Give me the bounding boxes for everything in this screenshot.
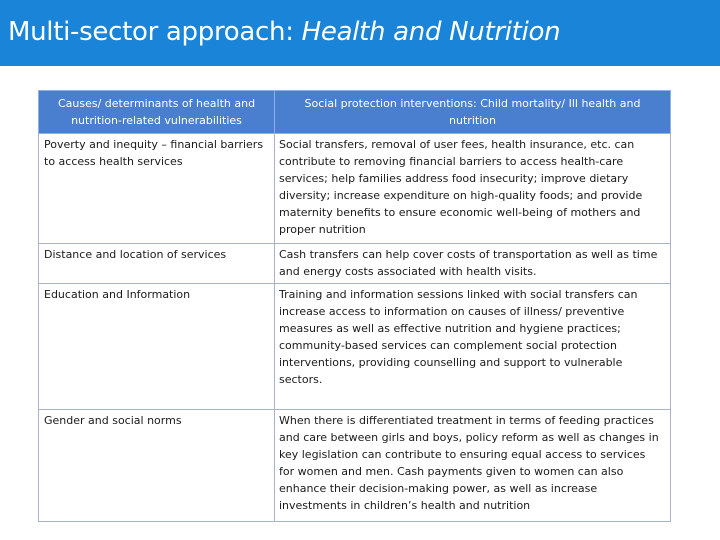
health-nutrition-table [38, 90, 671, 522]
page-title-main: Multi-sector approach: [8, 17, 302, 47]
intervention-cell: Social transfers, removal of user fees, health insurance, etc. can contribute to removing financial barriers to access health-care services; help families address food insecurity; improve dietary diversity; increase expenditure on high-quality foods; and provide maternity benefits to ensure economic well-being of mothers and proper nutrition [275, 134, 671, 244]
cause-cell: Poverty and inequity – financial barriers to access health services [39, 134, 275, 244]
cause-cell: Education and Information [39, 284, 275, 410]
table-row [39, 134, 671, 244]
column-header-causes: Causes/ determinants of health and nutrition-related vulnerabilities [39, 91, 275, 134]
table-row [39, 284, 671, 410]
intervention-cell: When there is differentiated treatment in terms of feeding practices and care between girls and boys, policy reform as well as changes in key legislation can contribute to ensuring equal access to services for women and men. Cash payments given to women can also enhance their decision-making power, as well as increase investments in children’s health and nutrition [275, 410, 671, 522]
cause-cell: Distance and location of services [39, 244, 275, 284]
column-header-interventions: Social protection interventions: Child mortality/ Ill health and nutrition [275, 91, 671, 134]
table-header-row [39, 91, 671, 134]
table-row [39, 244, 671, 284]
intervention-cell: Cash transfers can help cover costs of transportation as well as time and energy costs associated with health visits. [275, 244, 671, 284]
intervention-cell: Training and information sessions linked with social transfers can increase access to information on causes of illness/ preventive measures as well as effective nutrition and hygiene practices; community-based services can complement social protection interventions, providing counselling and support to vulnerable sectors. [275, 284, 671, 410]
page-title-emphasis: Health and Nutrition [301, 17, 561, 47]
table-row [39, 410, 671, 522]
page-title [8, 16, 720, 48]
cause-cell: Gender and social norms [39, 410, 275, 522]
title-bar [0, 0, 720, 66]
